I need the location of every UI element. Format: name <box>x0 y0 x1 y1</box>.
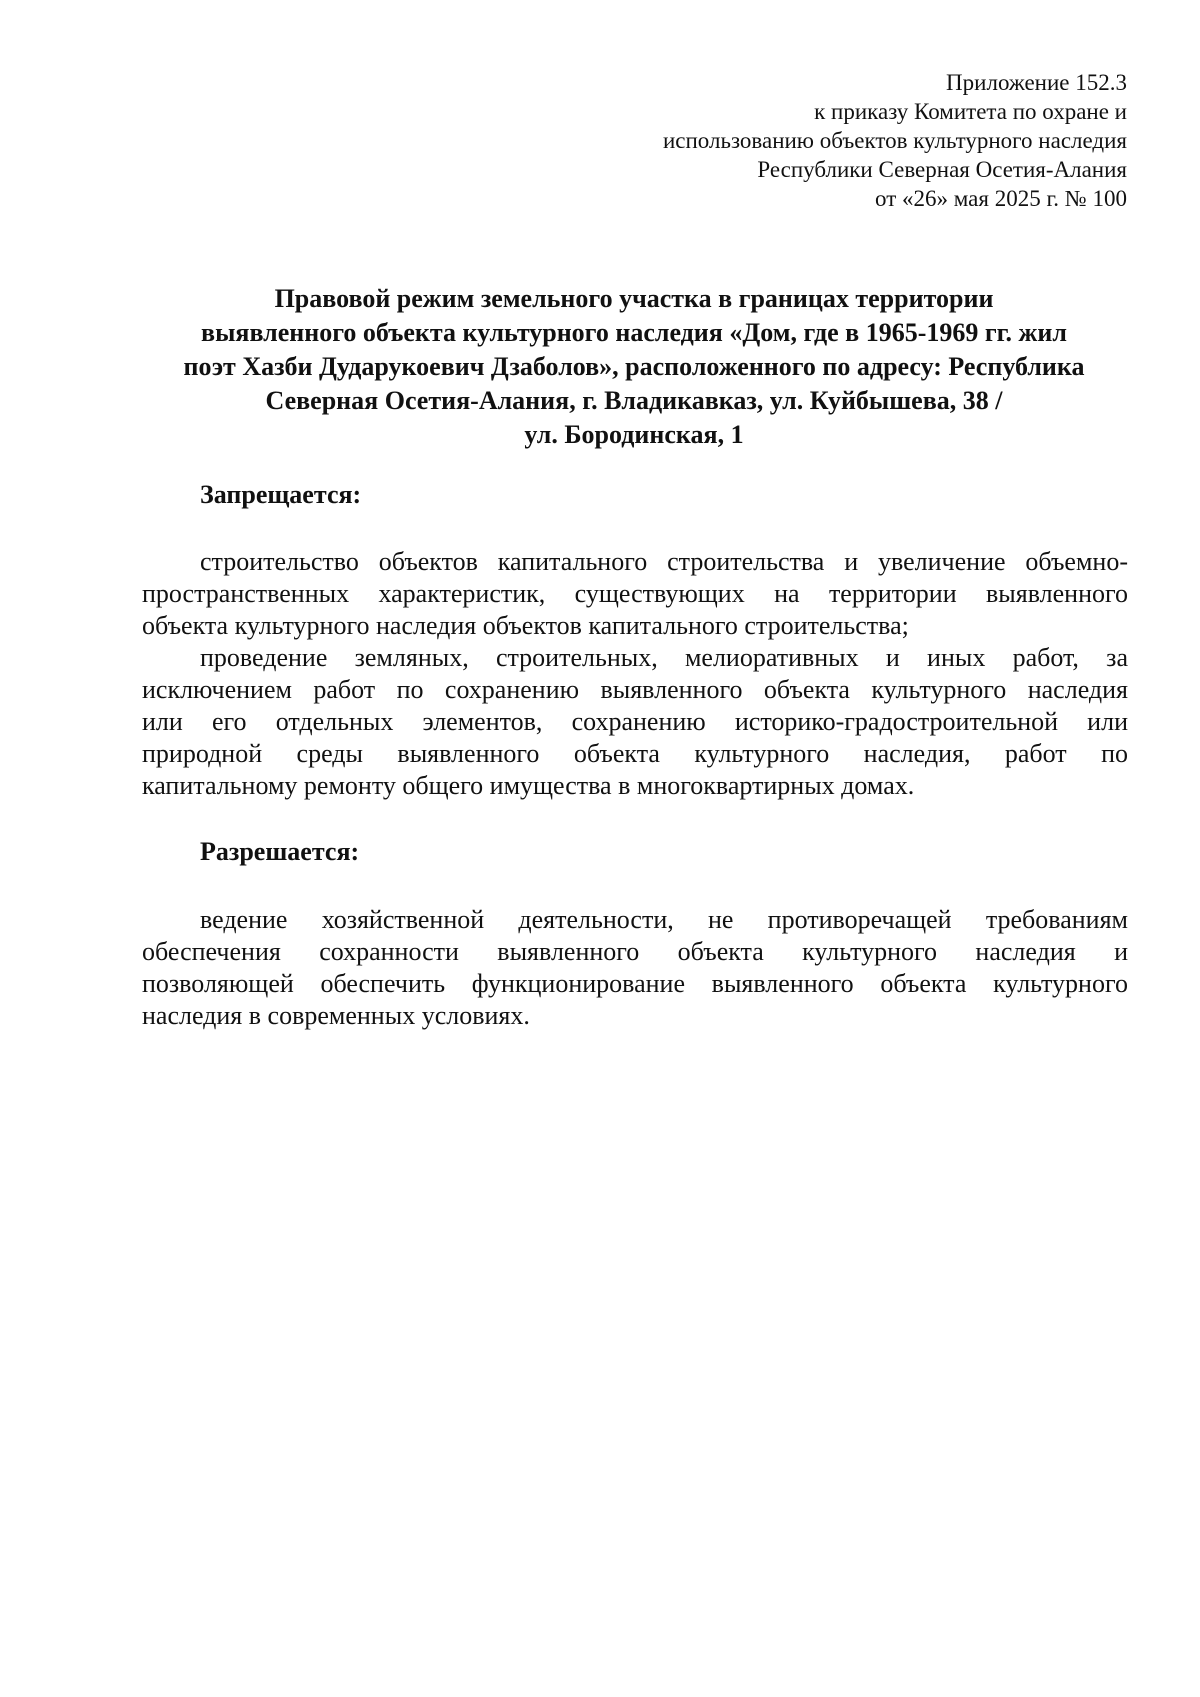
paragraph-line: проведение земляных, строительных, мелиоративных и иных работ, за <box>200 643 1128 672</box>
paragraph-line: природной среды выявленного объекта культурного наследия, работ по <box>142 739 1128 768</box>
prohibited-section <box>142 546 1128 802</box>
prohibited-heading: Запрещается: <box>200 480 362 509</box>
paragraph-line: строительство объектов капитального строительства и увеличение объемно- <box>200 547 1128 576</box>
appendix-header <box>567 68 1127 213</box>
paragraph-line: объекта культурного наследия объектов капитального строительства; <box>142 611 909 640</box>
title-line: поэт Хазби Дударукоевич Дзаболов», расположенного по адресу: Республика <box>183 352 1085 381</box>
prohibited-paragraph-1 <box>142 546 1128 642</box>
document-title <box>138 282 1130 452</box>
appendix-committee: использованию объектов культурного наследия <box>662 128 1127 153</box>
appendix-number: Приложение 152.3 <box>946 70 1127 95</box>
title-line: выявленного объекта культурного наследия «Дом, где в 1965-1969 гг. жил <box>201 318 1067 347</box>
paragraph-line: наследия в современных условиях. <box>142 1001 530 1030</box>
appendix-republic: Республики Северная Осетия-Алания <box>757 157 1127 182</box>
paragraph-line: обеспечения сохранности выявленного объекта культурного наследия и <box>142 937 1128 966</box>
paragraph-line: ведение хозяйственной деятельности, не противоречащей требованиям <box>200 905 1128 934</box>
permitted-section <box>142 904 1128 1032</box>
paragraph-line: исключением работ по сохранению выявленного объекта культурного наследия <box>142 675 1128 704</box>
appendix-date: от «26» мая 2025 г. № 100 <box>875 186 1127 211</box>
title-line: ул. Бородинская, 1 <box>524 420 744 449</box>
permitted-paragraph-1 <box>142 904 1128 1032</box>
paragraph-line: пространственных характеристик, существующих на территории выявленного <box>142 579 1128 608</box>
paragraph-line: позволяющей обеспечить функционирование выявленного объекта культурного <box>142 969 1128 998</box>
permitted-heading: Разрешается: <box>200 837 360 866</box>
appendix-order-ref: к приказу Комитета по охране и <box>814 99 1127 124</box>
prohibited-paragraph-2 <box>142 642 1128 802</box>
paragraph-line: капитальному ремонту общего имущества в многоквартирных домах. <box>142 771 915 800</box>
title-line: Северная Осетия-Алания, г. Владикавказ, ул. Куйбышева, 38 / <box>265 386 1003 415</box>
paragraph-line: или его отдельных элементов, сохранению историко-градостроительной или <box>142 707 1128 736</box>
title-line: Правовой режим земельного участка в границах территории <box>274 284 994 313</box>
